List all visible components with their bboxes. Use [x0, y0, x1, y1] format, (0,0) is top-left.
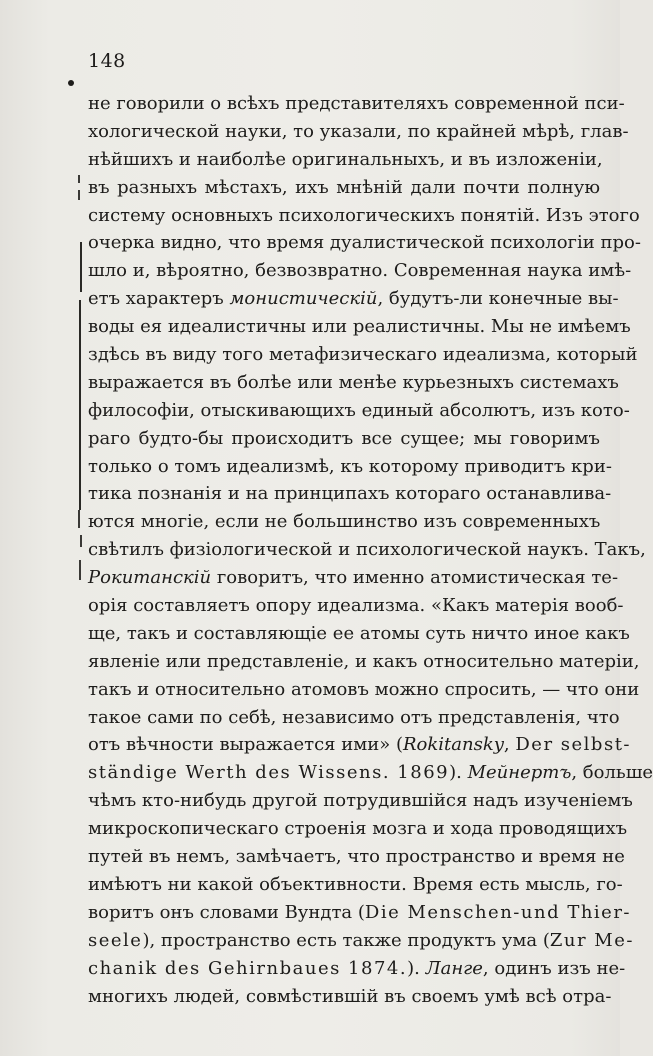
text-line: [88, 202, 640, 230]
text-line: [88, 731, 632, 759]
text-line: [88, 397, 630, 425]
margin-pencil-mark: [78, 510, 80, 528]
text-segment: воритъ онъ словами Вундта (: [88, 901, 365, 923]
text-line: [88, 174, 600, 202]
text-line: [88, 480, 612, 508]
text-segment: нѣйшихъ и наиболѣе оригинальныхъ, и въ изложеніи,: [88, 148, 603, 170]
text-segment: свѣтилъ физіологической и психологической наукъ. Такъ,: [88, 539, 646, 561]
spaced-latin-text: Der selbst-: [515, 734, 632, 756]
text-line: [88, 90, 625, 118]
text-line: [88, 759, 653, 787]
italic-name: Rokitansky: [402, 734, 504, 756]
spaced-latin-text: ständige Werth des Wissens. 1869: [88, 762, 450, 784]
italic-name: монистическій: [229, 288, 378, 310]
text-line: [88, 229, 641, 257]
text-line: [88, 704, 620, 732]
text-segment: орія составляетъ опору идеализма. «Какъ матерія вооб-: [88, 595, 624, 617]
text-segment: хологической науки, то указали, по крайней мѣрѣ, глав-: [88, 120, 629, 142]
text-segment: ), пространство есть также продуктъ ума (: [142, 929, 550, 951]
text-segment: здѣсь въ виду того метафизическаго идеализма, который: [88, 344, 638, 366]
text-line: [88, 899, 632, 927]
margin-ink-dot: [68, 80, 74, 86]
spaced-latin-text: Zur Me-: [549, 929, 634, 951]
text-segment: чѣмъ кто-нибудь другой потрудившійся надъ изученіемъ: [88, 790, 633, 812]
text-segment: , одинъ изъ не-: [482, 957, 626, 979]
text-segment: воды ея идеалистичны или реалистичны. Мы не имѣемъ: [88, 316, 631, 338]
text-segment: выражается въ болѣе или менѣе курьезныхъ системахъ: [88, 371, 619, 393]
text-segment: многихъ людей, совмѣстившій въ своемъ умѣ всѣ отра-: [88, 985, 612, 1007]
text-line: [88, 369, 619, 397]
text-line: [88, 927, 634, 955]
text-segment: , будутъ-ли конечные вы-: [377, 288, 619, 310]
text-segment: ,: [503, 734, 516, 756]
text-line: [88, 815, 628, 843]
margin-pencil-mark: [80, 535, 82, 547]
text-segment: явленіе или представленіе, и какъ относительно матеріи,: [88, 650, 640, 672]
italic-name: Рокитанскій: [88, 567, 212, 589]
spaced-latin-text: chanik des Gehirnbaues 1874.: [88, 957, 408, 979]
text-line: [88, 146, 603, 174]
text-line: [88, 676, 640, 704]
margin-pencil-mark: [78, 175, 80, 183]
text-segment: въ разныхъ мѣстахъ, ихъ мнѣній дали почти полную: [88, 176, 600, 198]
text-line: [88, 508, 600, 536]
text-segment: раго будто-бы происходитъ все сущее; мы говоримъ: [88, 427, 600, 449]
text-segment: не говорили о всѣхъ представителяхъ современной пси-: [88, 93, 625, 114]
text-segment: ются многіе, если не большинство изъ современныхъ: [88, 511, 601, 533]
text-line: [88, 983, 612, 1011]
text-line: [88, 453, 612, 481]
spaced-latin-text: seele: [88, 929, 143, 951]
text-line: [88, 313, 631, 341]
text-segment: ще, такъ и составляющіе ее атомы суть ничто иное какъ: [88, 622, 630, 644]
margin-pencil-line: [79, 300, 81, 510]
text-line: [88, 285, 619, 313]
text-segment: такое сами по себѣ, независимо отъ представленія, что: [88, 706, 620, 728]
text-line: [88, 592, 624, 620]
text-line: [88, 257, 632, 285]
text-line: [88, 787, 633, 815]
text-segment: микроскопическаго строенія мозга и хода проводящихъ: [88, 818, 628, 840]
text-segment: етъ характеръ: [88, 288, 230, 310]
text-line: [88, 620, 630, 648]
text-line: [88, 425, 600, 453]
margin-pencil-line: [80, 242, 82, 292]
text-segment: тика познанія и на принципахъ котораго останавлива-: [88, 483, 612, 505]
italic-name: Ланге: [425, 957, 483, 979]
text-line: [88, 118, 629, 146]
text-segment: ).: [449, 762, 468, 784]
text-line: [88, 955, 626, 983]
text-segment: имѣютъ ни какой объективности. Время есть мысль, го-: [88, 873, 623, 895]
page-number: 148: [88, 50, 126, 72]
text-segment: очерка видно, что время дуалистической психологіи про-: [88, 232, 641, 254]
text-line: [88, 648, 640, 676]
text-line: [88, 536, 646, 564]
text-line: [88, 564, 619, 592]
margin-pencil-mark: [79, 560, 81, 580]
text-line: [88, 341, 638, 369]
text-segment: только о томъ идеализмѣ, къ которому приводитъ кри-: [88, 455, 612, 477]
text-segment: такъ и относительно атомовъ можно спросить, — что они: [88, 678, 640, 700]
text-segment: отъ вѣчности выражается ими» (: [88, 734, 403, 756]
italic-name: Мейнертъ: [467, 762, 572, 784]
text-segment: ).: [407, 957, 426, 979]
text-segment: систему основныхъ психологическихъ понятій. Изъ этого: [88, 204, 640, 226]
text-segment: философіи, отыскивающихъ единый абсолютъ, изъ кото-: [88, 399, 630, 421]
body-text: [88, 90, 653, 1010]
text-line: [88, 871, 623, 899]
text-line: [88, 843, 625, 871]
text-segment: , больше: [571, 762, 653, 784]
text-segment: шло и, вѣроятно, безвозвратно. Современная наука имѣ-: [88, 260, 632, 282]
spaced-latin-text: Die Menschen-und Thier-: [364, 901, 632, 923]
margin-pencil-mark: [78, 190, 80, 200]
text-segment: путей въ немъ, замѣчаетъ, что пространство и время не: [88, 846, 625, 868]
text-segment: говоритъ, что именно атомистическая те-: [211, 567, 619, 589]
